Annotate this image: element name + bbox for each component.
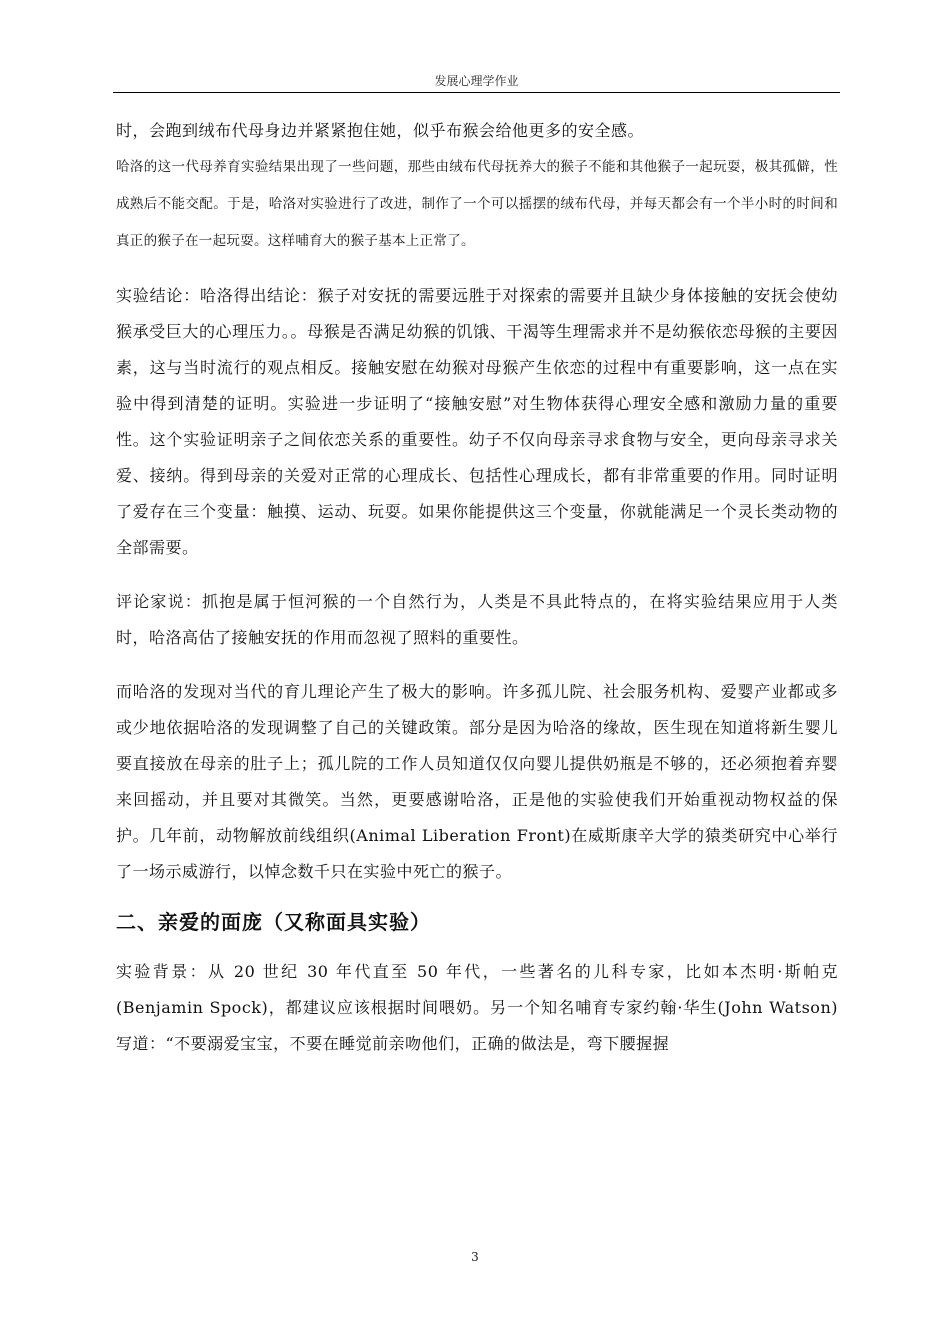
paragraph-critics: 评论家说：抓抱是属于恒河猴的一个自然行为，人类是不具此特点的，在将实验结果应用于人类时，哈洛高估了接触安抚的作用而忽视了照料的重要性。 bbox=[116, 592, 838, 647]
header-rule bbox=[113, 92, 840, 93]
page-number: 3 bbox=[471, 1250, 479, 1264]
document-body bbox=[116, 113, 838, 1062]
paragraph-influence: 而哈洛的发现对当代的育儿理论产生了极大的影响。许多孤儿院、社会服务机构、爱婴产业都或多或少地依据哈洛的发现调整了自己的关键政策。部分是因为哈洛的缘故，医生现在知道将新生婴儿要直接放在母亲的肚子上；孤儿院的工作人员知道仅仅向婴儿提供奶瓶是不够的，还必须抱着弃婴来回摇动，并且要对其微笑。当然，更要感谢哈洛，正是他的实验使我们开始重视动物权益的保护。几年前，动物解放前线组织(Animal Liberation Front)在威斯康辛大学的猿类研究中心举行了一场示威游行，以悼念数千只在实验中死亡的猴子。 bbox=[116, 682, 838, 881]
paragraph-continuation: 时，会跑到绒布代母身边并紧紧抱住她，似乎布猴会给他更多的安全感。 bbox=[116, 121, 645, 140]
paragraph-gap bbox=[116, 260, 838, 278]
section-heading: 二、亲爱的面庞（又称面具实验） bbox=[116, 910, 431, 934]
paragraph-gap bbox=[116, 656, 838, 674]
paragraph-problems: 哈洛的这一代母养育实验结果出现了一些问题，那些由绒布代母抚养大的猴子不能和其他猴子一起玩耍，极其孤僻，性成熟后不能交配。于是，哈洛对实验进行了改进，制作了一个可以摇摆的绒布代母，并每天都会有一个半小时的时间和真正的猴子在一起玩耍。这样哺育大的猴子基本上正常了。 bbox=[116, 159, 838, 249]
paragraph-conclusion: 实验结论：哈洛得出结论：猴子对安抚的需要远胜于对探索的需要并且缺少身体接触的安抚会使幼猴承受巨大的心理压力。。母猴是否满足幼猴的饥饿、干渴等生理需求并不是幼猴依恋母猴的主要因素，这与当时流行的观点相反。接触安慰在幼猴对母猴产生依恋的过程中有重要影响，这一点在实验中得到清楚的证明。实验进一步证明了“接触安慰”对生物体获得心理安全感和激励力量的重要性。这个实验证明亲子之间依恋关系的重要性。幼子不仅向母亲寻求食物与安全，更向母亲寻求关爱、接纳。得到母亲的关爱对正常的心理成长、包括性心理成长，都有非常重要的作用。同时证明了爱存在三个变量：触摸、运动、玩耍。如果你能提供这三个变量，你就能满足一个灵长类动物的全部需要。 bbox=[116, 286, 838, 557]
paragraph-gap bbox=[116, 566, 838, 584]
paragraph-background: 实验背景：从 20 世纪 30 年代直至 50 年代，一些著名的儿科专家，比如本杰明·斯帕克(Benjamin Spock)，都建议应该根据时间喂奶。另一个知名哺育专家约翰·华生(John Watson)写道：“不要溺爱宝宝，不要在睡觉前亲吻他们，正确的做法是，弯下腰握握 bbox=[116, 962, 838, 1053]
page-header: 发展心理学作业 bbox=[434, 74, 519, 88]
